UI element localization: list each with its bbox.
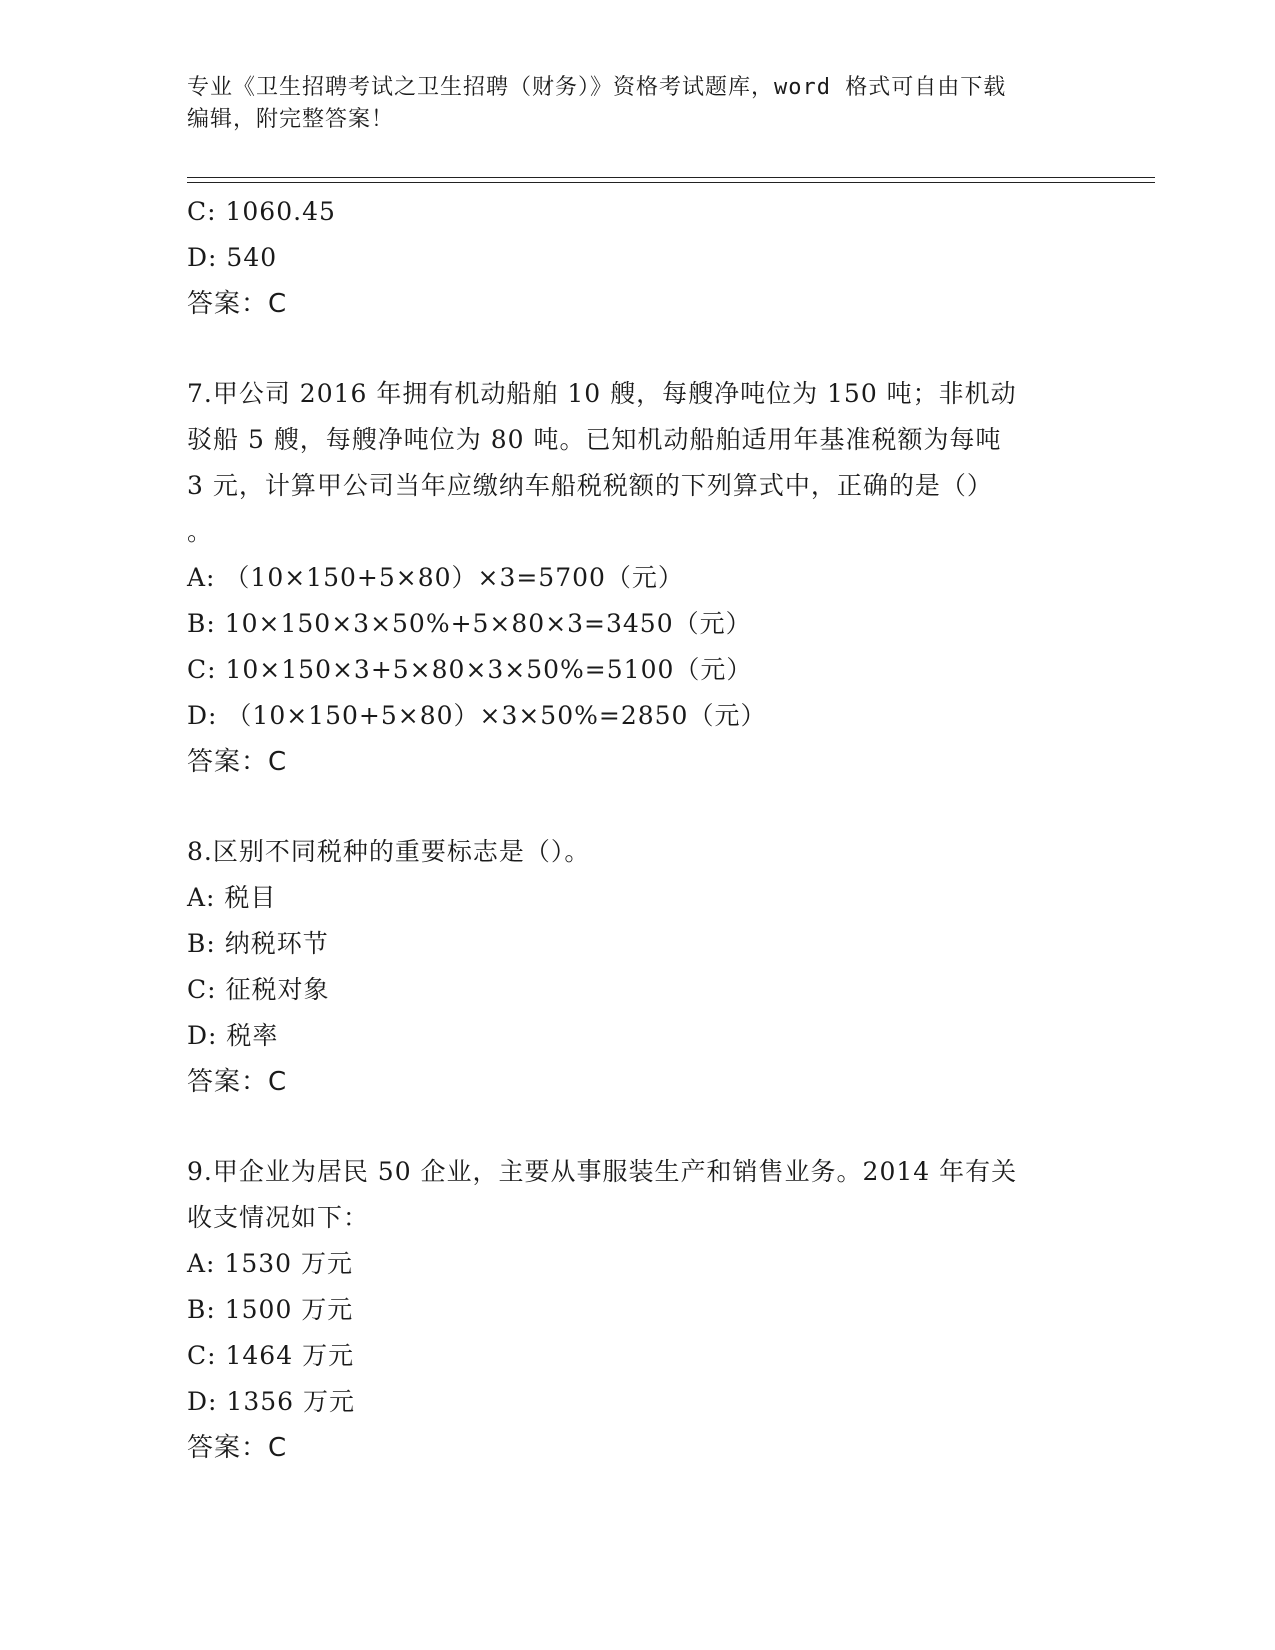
header-line-2: 编辑，附完整答案！ — [187, 107, 395, 132]
option-d: D: 1356 万元 — [187, 1387, 355, 1416]
question-stem — [187, 371, 1087, 555]
stem-line: 9.甲企业为居民 50 企业，主要从事服装生产和销售业务。2014 年有关 — [187, 1157, 1018, 1186]
question-stem — [187, 1149, 1087, 1241]
header-rule-top — [187, 177, 1155, 178]
page-header — [187, 72, 1087, 136]
option-c: C: 1060.45 — [187, 197, 336, 226]
question-continued — [187, 189, 1087, 327]
question-stem — [187, 829, 1087, 875]
answer-line: 答案：C — [187, 289, 288, 319]
option-d: D: （10×150+5×80）×3×50%=2850（元） — [187, 701, 767, 730]
question-spacer — [187, 1105, 1087, 1149]
option-b: B: 10×150×3×50%+5×80×3=3450（元） — [187, 609, 752, 638]
stem-line: 收支情况如下： — [187, 1203, 370, 1232]
question-list — [187, 189, 1087, 1471]
question-spacer — [187, 785, 1087, 829]
question-9 — [187, 1149, 1087, 1471]
stem-line: 7.甲公司 2016 年拥有机动船舶 10 艘，每艘净吨位为 150 吨；非机动 — [187, 379, 1017, 408]
stem-line: 驳船 5 艘，每艘净吨位为 80 吨。已知机动船舶适用年基准税额为每吨 — [187, 425, 1002, 454]
option-b: B: 1500 万元 — [187, 1295, 354, 1324]
option-a: A: 1530 万元 — [187, 1249, 353, 1278]
option-b: B: 纳税环节 — [187, 929, 329, 958]
stem-line: 3 元，计算甲公司当年应缴纳车船税税额的下列算式中，正确的是（） — [187, 471, 993, 500]
question-7 — [187, 371, 1087, 785]
option-a: A: 税目 — [187, 883, 277, 912]
stem-line: 。 — [187, 517, 214, 546]
option-d: D: 税率 — [187, 1021, 279, 1050]
answer-line: 答案：C — [187, 1067, 288, 1097]
option-d: D: 540 — [187, 243, 278, 272]
option-c: C: 1464 万元 — [187, 1341, 355, 1370]
option-c: C: 10×150×3+5×80×3×50%=5100（元） — [187, 655, 753, 684]
answer-line: 答案：C — [187, 1433, 288, 1463]
question-8 — [187, 829, 1087, 1105]
answer-line: 答案：C — [187, 747, 288, 777]
header-rule-bottom — [187, 182, 1155, 183]
header-line-1: 专业《卫生招聘考试之卫生招聘（财务）》资格考试题库，word 格式可自由下载 — [187, 75, 1007, 100]
question-spacer — [187, 327, 1087, 371]
stem-line: 8.区别不同税种的重要标志是（）。 — [187, 837, 591, 866]
option-c: C: 征税对象 — [187, 975, 330, 1004]
option-a: A: （10×150+5×80）×3=5700（元） — [187, 563, 684, 592]
